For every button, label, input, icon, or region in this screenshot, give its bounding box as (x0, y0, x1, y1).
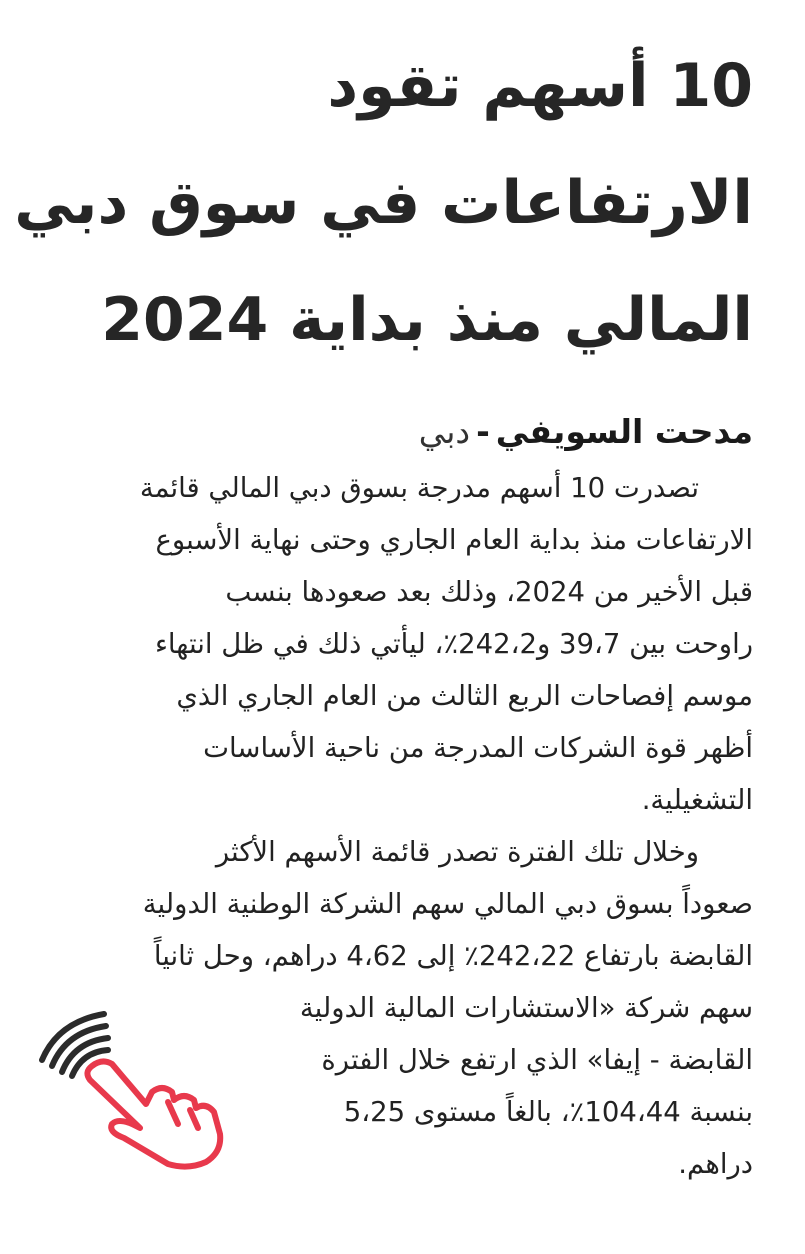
body-line: صعوداً بسوق دبي المالي سهم الشركة الوطنية الدولية (142, 888, 753, 920)
tap-hand-icon[interactable] (28, 1000, 228, 1180)
dateline-location: دبي (418, 412, 471, 451)
body-line: تصدرت 10 أسهم مدرجة بسوق دبي المالي قائمة (139, 472, 699, 504)
hand-shape (87, 1061, 220, 1166)
body-line: أظهر قوة الشركات المدرجة من ناحية الأساسات (203, 732, 753, 764)
body-line: سهم شركة «الاستشارات المالية الدولية (299, 992, 753, 1024)
body-line: القابضة - إيفا» الذي ارتفع خلال الفترة (321, 1044, 753, 1076)
body-line: وخلال تلك الفترة تصدر قائمة الأسهم الأكثر (215, 836, 699, 868)
author-name: مدحت السويفي (495, 412, 753, 451)
body-line: قبل الأخير من 2024، وذلك بعد صعودها بنسب (225, 576, 753, 608)
headline (14, 28, 753, 379)
body-line: موسم إفصاحات الربع الثالث من العام الجاري الذي (176, 680, 753, 712)
body-line: بنسبة 104،44٪، بالغاً مستوى 5،25 (343, 1096, 753, 1128)
headline-line-2: الارتفاعات في سوق دبي (14, 168, 753, 238)
byline-separator: - (476, 412, 490, 451)
headline-line-1: 10 أسهم تقود (327, 51, 753, 121)
byline (33, 404, 753, 460)
body-line: راوحت بين 39،7 و242،2٪، ليأتي ذلك في ظل انتهاء (154, 628, 753, 660)
body-line: دراهم. (678, 1148, 753, 1180)
body-line: التشغيلية. (641, 784, 753, 816)
body-line: الارتفاعات منذ بداية العام الجاري وحتى نهاية الأسبوع (155, 524, 753, 556)
signal-waves-icon (42, 1014, 108, 1076)
headline-line-3: المالي منذ بداية 2024 (101, 285, 753, 355)
body-line: القابضة بارتفاع 242،22٪ إلى 4،62 دراهم، وحل ثانياً (153, 940, 753, 972)
